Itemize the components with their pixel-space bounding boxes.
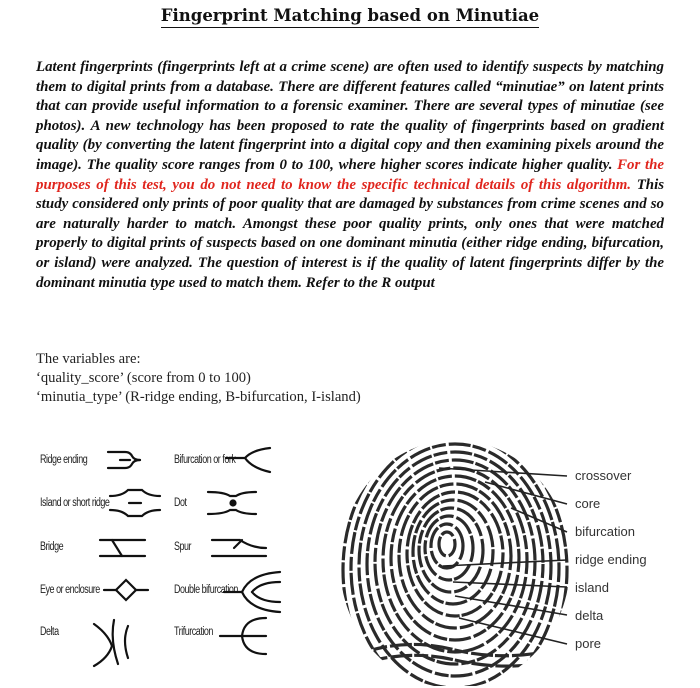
paragraph-red-text: For the purposes of this test, you do not need to know the specific technical details of this algorithm. [36, 156, 664, 193]
variable-minutia-type: ‘minutia_type’ (R-ridge ending, B-bifurcation, I-island) [36, 389, 361, 405]
label-bifurcation: Bifurcation or fork [174, 454, 236, 466]
label-delta: Delta [40, 626, 59, 638]
label-spur: Spur [174, 541, 192, 553]
fingerprint-diagram [335, 424, 695, 686]
bridge-icon [100, 540, 145, 556]
label-fp-pore: pore [575, 636, 602, 651]
label-ridge-ending: Ridge ending [40, 454, 88, 466]
label-fp-bifurcation: bifurcation [575, 524, 635, 539]
minutiae-types-diagram [30, 440, 320, 680]
intro-paragraph [36, 58, 664, 293]
page-title [0, 6, 700, 25]
paragraph-text-1: Latent fingerprints (fingerprints left at a crime scene) are often used to identify suspects by matching them to digital prints from a database. There are different features called “minutiae” on latent prints that can provide useful information to a forensic examiner. There are several types of minutiae (see photos). A new technology has been proposed to rate the quality of fingerprints based on gradient quality (by converting the latent fingerprint into a digital copy and then examining pixels around the image). The quality score ranges from 0 to 100, where higher scores indicate higher quality. [36, 59, 664, 173]
dot-icon [208, 492, 256, 514]
label-fp-delta: delta [575, 608, 604, 623]
label-island: Island or short ridge [40, 497, 110, 509]
variable-quality-score: ‘quality_score’ (score from 0 to 100) [36, 370, 251, 386]
label-eye: Eye or enclosure [40, 584, 100, 596]
island-icon [110, 490, 160, 516]
label-fp-island: island [575, 580, 609, 595]
ridge-ending-icon [108, 452, 140, 468]
spur-icon [212, 540, 266, 556]
bifurcation-icon [226, 448, 270, 472]
eye-icon [104, 580, 148, 600]
label-fp-ridge-ending: ridge ending [575, 552, 647, 567]
minutiae-icons [30, 440, 320, 680]
label-trifurcation: Trifurcation [174, 626, 213, 638]
variables-block [36, 350, 596, 407]
label-bridge: Bridge [40, 541, 64, 553]
label-core: core [575, 496, 601, 511]
label-double-bifurcation: Double bifurcation [174, 584, 238, 596]
title-text: Fingerprint Matching based on Minutiae [161, 6, 539, 28]
label-dot: Dot [174, 497, 187, 509]
trifurcation-icon [220, 618, 266, 654]
variables-intro: The variables are: [36, 351, 141, 367]
paragraph-text-2: This study considered only prints of poor quality that are damaged by substances from crime scenes and so are naturally harder to match. Amongst these poor quality prints, only ones that were matched properly to digital prints of suspects based on one dominant minutia (either ridge ending, bifurcation, or island) were analyzed. The question of interest is if the quality of latent fingerprints differ by the dominant minutia type used to match them. Refer to the R output [36, 176, 664, 291]
label-crossover: crossover [575, 468, 632, 483]
delta-icon [94, 620, 128, 666]
double-bifurcation-icon [224, 572, 280, 612]
